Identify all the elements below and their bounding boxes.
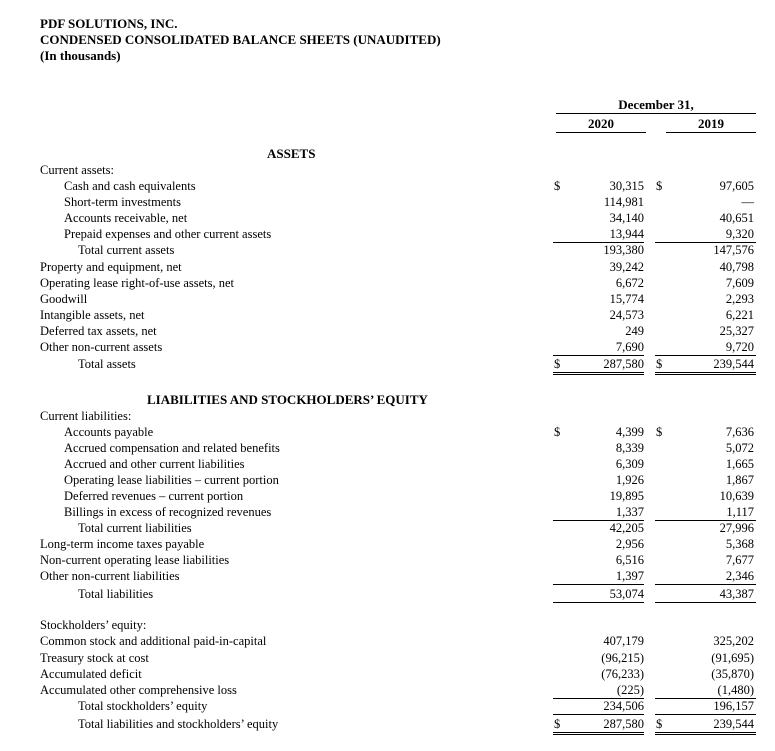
row-label: Accumulated other comprehensive loss <box>40 683 237 697</box>
row-label: Accrued and other current liabilities <box>64 457 245 471</box>
value-2019: 7,636 <box>725 425 754 439</box>
subtotal-rule <box>655 602 756 603</box>
value-2019: 1,665 <box>725 457 754 471</box>
row-label: Operating lease right-of-use assets, net <box>40 276 235 290</box>
row-label: Goodwill <box>40 292 88 306</box>
column-header-rule-2020 <box>556 132 646 133</box>
row-label: Total liabilities and stockholders’ equity <box>78 717 279 731</box>
subtotal-rule <box>553 602 644 603</box>
value-2019: 1,117 <box>726 505 754 519</box>
total-double-rule <box>553 372 644 375</box>
row-label: Accrued compensation and related benefits <box>64 441 280 455</box>
currency-symbol-2020: $ <box>554 717 561 731</box>
table-row <box>0 339 775 355</box>
value-2020: 34,140 <box>609 211 644 225</box>
section-heading-liabilities-equity: LIABILITIES AND STOCKHOLDERS’ EQUITY <box>147 392 428 407</box>
value-2020: 4,399 <box>615 425 644 439</box>
value-2019: 5,072 <box>725 441 754 455</box>
row-label: Current liabilities: <box>40 409 132 423</box>
value-2019: 147,576 <box>713 243 754 257</box>
value-2019: 196,157 <box>713 699 754 713</box>
row-label: Total current liabilities <box>78 521 192 535</box>
table-row <box>0 408 775 424</box>
total-double-rule <box>553 732 644 735</box>
subtotal-rule <box>553 584 644 585</box>
row-label: Treasury stock at cost <box>40 651 149 665</box>
value-2020: 193,380 <box>603 243 644 257</box>
table-row <box>0 275 775 291</box>
value-2019: 7,677 <box>725 553 754 567</box>
table-row <box>0 194 775 210</box>
value-2019: 7,609 <box>725 276 754 290</box>
table-row <box>0 520 775 536</box>
row-label: Prepaid expenses and other current assets <box>64 227 272 241</box>
value-2020: 249 <box>625 324 644 338</box>
row-label: Billings in excess of recognized revenues <box>64 505 272 519</box>
table-row <box>0 504 775 520</box>
units-note: (In thousands) <box>40 48 121 63</box>
value-2020: 2,956 <box>615 537 644 551</box>
table-row <box>0 424 775 440</box>
value-2019: (35,870) <box>711 667 754 681</box>
value-2020: 39,242 <box>609 260 644 274</box>
value-2019: 2,293 <box>725 292 754 306</box>
row-label: Short-term investments <box>64 195 181 209</box>
column-header-2019: 2019 <box>698 116 724 131</box>
value-2019: 10,639 <box>719 489 754 503</box>
table-row <box>0 472 775 488</box>
table-row <box>0 307 775 323</box>
column-header-rule-2019 <box>666 132 756 133</box>
statement-title: CONDENSED CONSOLIDATED BALANCE SHEETS (UNAUDITED) <box>40 32 441 47</box>
row-label: Other non-current assets <box>40 340 163 354</box>
value-2020: 1,397 <box>615 569 644 583</box>
total-double-rule <box>655 372 756 375</box>
row-label: Cash and cash equivalents <box>64 179 196 193</box>
table-row <box>0 536 775 552</box>
row-label: Total assets <box>78 357 136 371</box>
row-label: Accounts payable <box>64 425 154 439</box>
table-row <box>0 586 775 602</box>
table-row <box>0 178 775 194</box>
value-2020: 114,981 <box>603 195 644 209</box>
value-2019: 239,544 <box>713 357 754 371</box>
table-row <box>0 242 775 258</box>
value-2020: (76,233) <box>601 667 644 681</box>
value-2019: 25,327 <box>719 324 754 338</box>
column-group-rule <box>556 113 756 114</box>
value-2019: 5,368 <box>725 537 754 551</box>
row-label: Long-term income taxes payable <box>40 537 205 551</box>
value-2020: 287,580 <box>603 717 644 731</box>
table-row <box>0 291 775 307</box>
subtotal-rule <box>553 714 644 715</box>
value-2019: 9,720 <box>725 340 754 354</box>
value-2020: 19,895 <box>609 489 644 503</box>
table-row <box>0 356 775 372</box>
currency-symbol-2020: $ <box>554 179 561 193</box>
value-2020: 6,309 <box>615 457 644 471</box>
value-2020: 13,944 <box>609 227 644 241</box>
value-2019: 9,320 <box>725 227 754 241</box>
value-2020: 1,337 <box>615 505 644 519</box>
value-2020: (96,215) <box>601 651 644 665</box>
table-row <box>0 440 775 456</box>
row-label: Total stockholders’ equity <box>78 699 208 713</box>
table-row <box>0 259 775 275</box>
table-row <box>0 617 775 633</box>
value-2019: 2,346 <box>725 569 754 583</box>
row-label: Deferred tax assets, net <box>40 324 157 338</box>
value-2020: 407,179 <box>603 634 644 648</box>
row-label: Common stock and additional paid-in-capital <box>40 634 267 648</box>
value-2019: (1,480) <box>717 683 754 697</box>
table-row <box>0 716 775 732</box>
column-header-2020: 2020 <box>588 116 614 131</box>
value-2020: 42,205 <box>609 521 644 535</box>
value-2019: 40,798 <box>719 260 754 274</box>
value-2020: 6,516 <box>615 553 644 567</box>
currency-symbol-2020: $ <box>554 357 561 371</box>
table-row <box>0 633 775 649</box>
row-label: Deferred revenues – current portion <box>64 489 244 503</box>
value-2019: 325,202 <box>713 634 754 648</box>
value-2019: 1,867 <box>725 473 754 487</box>
value-2020: 24,573 <box>609 308 644 322</box>
value-2020: 30,315 <box>609 179 644 193</box>
row-label: Other non-current liabilities <box>40 569 180 583</box>
row-label: Property and equipment, net <box>40 260 182 274</box>
currency-symbol-2019: $ <box>656 717 663 731</box>
row-label: Accumulated deficit <box>40 667 142 681</box>
row-label: Stockholders’ equity: <box>40 618 147 632</box>
value-2019: (91,695) <box>711 651 754 665</box>
value-2020: 6,672 <box>615 276 644 290</box>
currency-symbol-2019: $ <box>656 179 663 193</box>
table-row <box>0 226 775 242</box>
value-2019: 40,651 <box>719 211 754 225</box>
table-row <box>0 682 775 698</box>
table-row <box>0 666 775 682</box>
row-label: Total liabilities <box>78 587 154 601</box>
row-label: Intangible assets, net <box>40 308 145 322</box>
value-2019: 97,605 <box>719 179 754 193</box>
value-2019: 27,996 <box>719 521 754 535</box>
value-2020: 7,690 <box>615 340 644 354</box>
table-row <box>0 488 775 504</box>
row-label: Total current assets <box>78 243 175 257</box>
value-2019: 239,544 <box>713 717 754 731</box>
currency-symbol-2019: $ <box>656 357 663 371</box>
row-label: Accounts receivable, net <box>64 211 188 225</box>
section-heading-assets: ASSETS <box>267 146 316 161</box>
value-2020: 8,339 <box>615 441 644 455</box>
value-2019: 43,387 <box>719 587 754 601</box>
value-2020: 234,506 <box>603 699 644 713</box>
column-group-header: December 31, <box>618 97 694 112</box>
currency-symbol-2019: $ <box>656 425 663 439</box>
value-2019: — <box>741 195 754 209</box>
subtotal-rule <box>655 584 756 585</box>
table-row <box>0 552 775 568</box>
table-row <box>0 323 775 339</box>
value-2020: 1,926 <box>615 473 644 487</box>
currency-symbol-2020: $ <box>554 425 561 439</box>
table-row <box>0 456 775 472</box>
company-name: PDF SOLUTIONS, INC. <box>40 16 178 31</box>
table-row <box>0 698 775 714</box>
value-2019: 6,221 <box>725 308 754 322</box>
row-label: Current assets: <box>40 163 114 177</box>
row-label: Operating lease liabilities – current portion <box>64 473 279 487</box>
total-double-rule <box>655 732 756 735</box>
table-row <box>0 568 775 584</box>
subtotal-rule <box>655 714 756 715</box>
row-label: Non-current operating lease liabilities <box>40 553 230 567</box>
table-row <box>0 650 775 666</box>
value-2020: (225) <box>616 683 644 697</box>
value-2020: 15,774 <box>609 292 644 306</box>
value-2020: 53,074 <box>609 587 644 601</box>
table-row <box>0 210 775 226</box>
table-row <box>0 162 775 178</box>
value-2020: 287,580 <box>603 357 644 371</box>
